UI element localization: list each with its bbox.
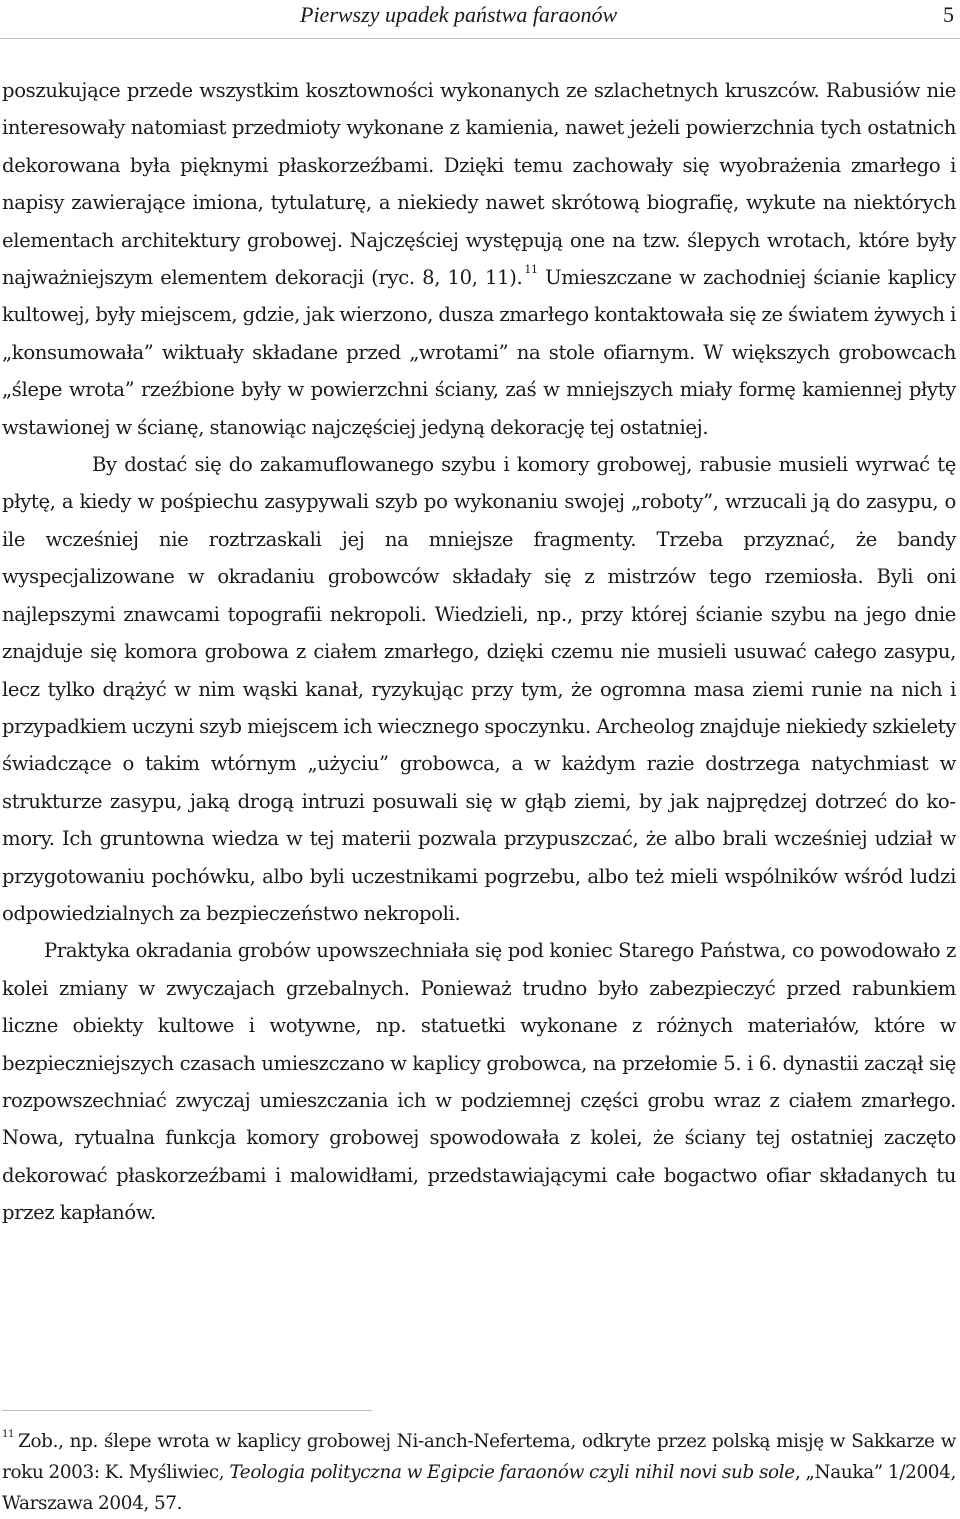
footnote-text-b: , „Nauka” 1/2004, Warszawa 2004, 57.	[2, 1462, 956, 1514]
footnote-reference: 11	[524, 263, 538, 277]
body-text	[2, 72, 956, 1232]
footnote-11	[2, 1426, 956, 1519]
paragraph-1-part-b: Umieszczane w zachodniej ścianie kaplicy kultowej, były miejscem, gdzie, jak wierzono, dusza zmarłego kontaktowała się ze światem żywych i „konsumowała” wiktuały składane przed „wrotami” na stole ofiarnym. W większych grobowcach „ślepe wrota” rzeźbione były w powierzchni ściany, zaś w mniejszych miały formę kamiennej płyty wstawionej w ścianę, stanowiąc najczęściej jedyną dekorację tej ostatniej.	[2, 266, 956, 439]
footnote-cited-title: Teologia polityczna w Egipcie faraonów czyli nihil novi sub sole	[229, 1462, 795, 1483]
footnote-number: 11	[2, 1429, 15, 1440]
paragraph-2: By dostać się do zakamuflowanego szybu i komory grobowej, rabusie musieli wyrwać tę płytę, a kiedy w pośpiechu zasypywali szyb po wykonaniu swojej „roboty”, wrzucali ją do zasypu, o ile wcześniej nie roztrzaskali jej na mniejsze fragmenty. Trzeba przyznać, że bandy wyspecjalizowane w okradaniu grobowców składały się z mistrzów tego rzemiosła. Byli oni najlepszymi znawcami topografii nekropoli. Wiedzieli, np., przy której ścianie szybu na jego dnie znajduje się komora grobowa z ciałem zmarłego, dzięki czemu nie musieli usuwać całego zasypu, lecz tylko drążyć w nim wąski kanał, ryzykując przy tym, że ogromna masa ziemi runie na nich i przypadkiem uczyni szyb miejscem ich wiecznego spoczynku. Archeolog znajduje niekiedy szkielety świadczące o takim wtórnym „użyciu” grobowca, a w każdym razie dostrzega natychmiast w strukturze zasypu, jaką drogą intruzi posuwali się w głąb ziemi, by jak najprędzej dotrzeć do komory. Ich gruntowna wiedza w tej materii pozwala przypuszczać, że albo brali wcześniej udział w przygotowaniu pochówku, albo byli uczestnikami pogrzebu, albo też mieli wspólników wśród ludzi odpowiedzialnych za bezpieczeństwo nekropoli.	[2, 453, 956, 925]
paragraph-1	[2, 72, 956, 446]
footnote-text-a: Zob., np. ślepe wrota w kaplicy grobowej Ni-anch-Nefertema, odkryte przez polską misję w Sakkarze w roku 2003: K. Myśliwiec,	[2, 1431, 956, 1483]
footnote	[2, 1426, 956, 1519]
paragraph-1-part-a: poszukujące przede wszystkim kosztowności wykonanych ze szlachetnych kruszców. Rabusiów nie interesowały natomiast przedmioty wykonane z kamienia, nawet jeżeli powierzchnia tych ostatnich dekorowana była pięknymi płaskorzeźbami. Dzięki temu zachowały się wyobrażenia zmarłego i napisy zawierające imiona, tytulaturę, a niekiedy nawet skrótową biografię, wykute na niektórych elementach architektury grobowej. Najczęściej występują one na tzw. ślepych wrotach, które były najważniejszym elementem dekoracji (ryc. 8, 10, 11).	[2, 79, 956, 290]
running-header	[0, 0, 960, 39]
page-number: 5	[943, 2, 954, 27]
paragraph-3: Praktyka okradania grobów upowszechniała się pod koniec Starego Państwa, co powodowało z kolei zmiany w zwyczajach grzebalnych. Ponieważ trudno było zabezpieczyć przed rabunkiem liczne obiekty kultowe i wotywne, np. statuetki wykonane z różnych materiałów, które w bezpieczniejszych czasach umieszczano w kaplicy grobowca, na przełomie 5. i 6. dynastii zaczął się rozpowszechniać zwyczaj umieszczania ich w podziemnej części grobu wraz z ciałem zmarłego. Nowa, rytualna funkcja komory grobowej spowodowała z kolei, że ściany tej ostatniej zaczęto dekorować płaskorzeźbami i malowidłami, przedstawiającymi całe bogactwo ofiar składanych tu przez kapłanów.	[2, 939, 956, 1225]
running-header-title: Pierwszy upadek państwa faraonów	[300, 2, 618, 27]
footnote-separator	[2, 1410, 372, 1411]
